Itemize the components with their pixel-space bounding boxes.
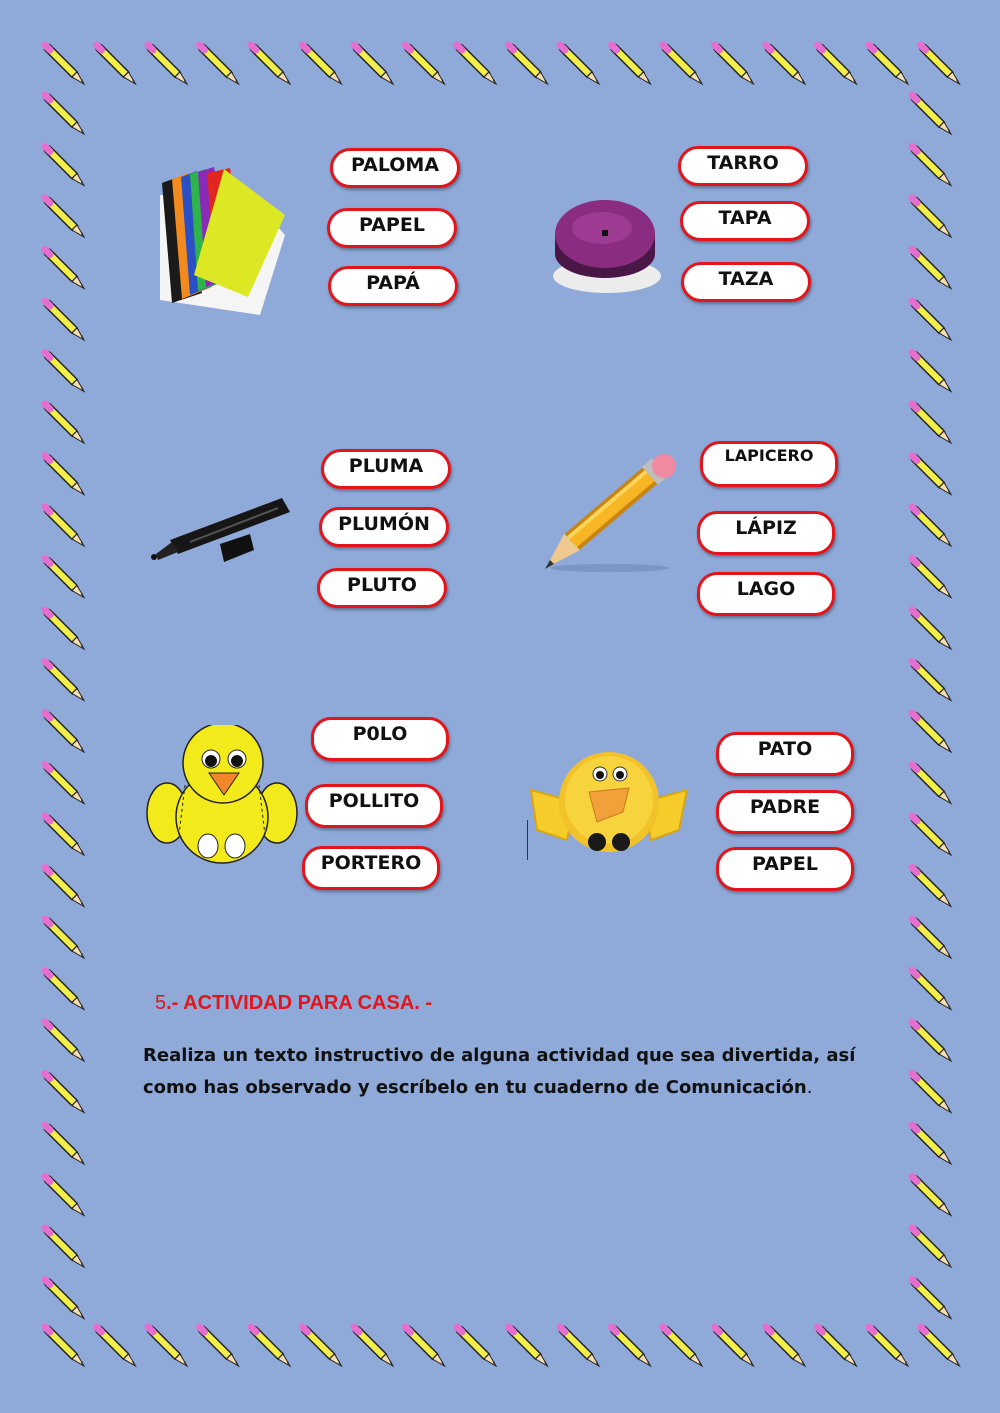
pencil-icon	[540, 450, 680, 575]
pencil-border-icon	[912, 301, 951, 340]
pencil-border-icon	[406, 45, 445, 84]
duck-craft-icon	[527, 730, 692, 870]
activity-title-text: .- ACTIVIDAD PARA CASA. -	[166, 992, 433, 1014]
pencil-border-icon	[303, 1327, 342, 1366]
pencil-border-icon	[818, 45, 857, 84]
pencil-border-icon	[45, 507, 84, 546]
pencil-border-icon	[45, 868, 84, 907]
pencil-border-icon	[912, 919, 951, 958]
pencil-border-icon	[45, 1074, 84, 1113]
option-papa[interactable]: PAPÁ	[328, 266, 458, 306]
pencil-border-icon	[912, 507, 951, 546]
pencil-border-icon	[921, 45, 960, 84]
pencil-border-icon	[200, 1327, 239, 1366]
pencil-border-icon	[45, 404, 84, 443]
option-plumon[interactable]: PLUMÓN	[319, 507, 449, 547]
pencil-border-icon	[457, 1327, 496, 1366]
pencil-border-icon	[45, 765, 84, 804]
pencil-border-icon	[912, 868, 951, 907]
pencil-border-icon	[45, 816, 84, 855]
pencil-border-icon	[912, 1228, 951, 1267]
pencil-border-icon	[251, 45, 290, 84]
pencil-border-icon	[45, 971, 84, 1010]
activity-instructions	[143, 1040, 863, 1104]
pencil-border-icon	[45, 919, 84, 958]
pencil-border-icon	[715, 45, 754, 84]
pencil-border-icon	[45, 301, 84, 340]
option-pluma[interactable]: PLUMA	[321, 449, 451, 489]
pencil-border-icon	[45, 250, 84, 289]
pencil-border-icon	[97, 1327, 136, 1366]
option-tapa[interactable]: TAPA	[680, 201, 810, 241]
activity-title	[155, 992, 432, 1015]
pencil-border-icon	[45, 1327, 84, 1366]
pencil-border-icon	[869, 45, 908, 84]
pencil-border-icon	[509, 45, 548, 84]
pencil-border-icon	[560, 1327, 599, 1366]
option-pollito[interactable]: POLLITO	[305, 784, 443, 828]
pencil-border-icon	[912, 1074, 951, 1113]
pencil-border-icon	[766, 45, 805, 84]
option-taza[interactable]: TAZA	[681, 262, 811, 302]
pencil-border-icon	[912, 662, 951, 701]
option-pluto[interactable]: PLUTO	[317, 568, 447, 608]
pencil-border-icon	[45, 559, 84, 598]
pencil-border-icon	[912, 404, 951, 443]
option-paloma[interactable]: PALOMA	[330, 148, 460, 188]
chick-icon	[145, 725, 300, 865]
pencil-border-icon	[45, 147, 84, 186]
pencil-border-icon	[715, 1327, 754, 1366]
pencil-border-icon	[912, 456, 951, 495]
pencil-border-icon	[912, 559, 951, 598]
pencil-border-icon	[148, 1327, 187, 1366]
pencil-border-icon	[45, 1177, 84, 1216]
pencil-border-icon	[560, 45, 599, 84]
colored-paper-icon	[150, 165, 290, 320]
pencil-border-icon	[912, 1280, 951, 1319]
option-padre[interactable]: PADRE	[716, 790, 854, 834]
option-lapicero[interactable]: LAPICERO	[700, 441, 838, 487]
pencil-border-icon	[818, 1327, 857, 1366]
pencil-border-icon	[45, 1228, 84, 1267]
pencil-border-icon	[45, 45, 84, 84]
pencil-border-icon	[45, 1022, 84, 1061]
pencil-border-icon	[45, 353, 84, 392]
marker-icon	[150, 490, 295, 565]
pencil-border-icon	[612, 1327, 651, 1366]
pencil-border-icon	[354, 45, 393, 84]
activity-line-2-end: .	[806, 1077, 813, 1098]
pencil-border-icon	[912, 765, 951, 804]
pencil-border-icon	[912, 353, 951, 392]
lid-icon	[550, 190, 665, 295]
pencil-border-icon	[148, 45, 187, 84]
pencil-border-icon	[912, 610, 951, 649]
pencil-border-icon	[912, 250, 951, 289]
pencil-border-icon	[45, 95, 84, 134]
pencil-border-icon	[303, 45, 342, 84]
pencil-border-icon	[869, 1327, 908, 1366]
option-lago[interactable]: LAGO	[697, 572, 835, 616]
pencil-border-icon	[45, 1280, 84, 1319]
pencil-border-icon	[766, 1327, 805, 1366]
pencil-border-icon	[457, 45, 496, 84]
pencil-border-icon	[912, 713, 951, 752]
option-pato[interactable]: PATO	[716, 732, 854, 776]
activity-line-2: como has observado y escríbelo en tu cuaderno de Comunicación	[143, 1077, 807, 1098]
pencil-border-icon	[45, 456, 84, 495]
pencil-border-icon	[45, 610, 84, 649]
pencil-border-icon	[406, 1327, 445, 1366]
option-tarro[interactable]: TARRO	[678, 146, 808, 186]
pencil-border-icon	[912, 147, 951, 186]
option-papel-2[interactable]: PAPEL	[716, 847, 854, 891]
pencil-border-icon	[45, 1125, 84, 1164]
pencil-border-icon	[663, 45, 702, 84]
pencil-border-icon	[912, 816, 951, 855]
pencil-border-icon	[912, 1022, 951, 1061]
option-p0lo[interactable]: P0LO	[311, 717, 449, 761]
pencil-border-icon	[663, 1327, 702, 1366]
pencil-border-icon	[612, 45, 651, 84]
pencil-border-icon	[45, 662, 84, 701]
pencil-border-icon	[200, 45, 239, 84]
pencil-border-icon	[912, 1177, 951, 1216]
pencil-border-icon	[921, 1327, 960, 1366]
activity-number: 5	[155, 992, 167, 1014]
pencil-border-icon	[912, 198, 951, 237]
pencil-border-icon	[912, 95, 951, 134]
option-papel[interactable]: PAPEL	[327, 208, 457, 248]
pencil-border-icon	[45, 198, 84, 237]
option-portero[interactable]: PORTERO	[302, 846, 440, 890]
pencil-border-icon	[912, 971, 951, 1010]
pencil-border-icon	[354, 1327, 393, 1366]
option-lapiz[interactable]: LÁPIZ	[697, 511, 835, 555]
pencil-border-icon	[45, 713, 84, 752]
pencil-border-icon	[912, 1125, 951, 1164]
pencil-border-icon	[97, 45, 136, 84]
activity-line-1: Realiza un texto instructivo de alguna actividad que sea divertida, así	[143, 1045, 856, 1066]
pencil-border-icon	[509, 1327, 548, 1366]
pencil-border-icon	[251, 1327, 290, 1366]
